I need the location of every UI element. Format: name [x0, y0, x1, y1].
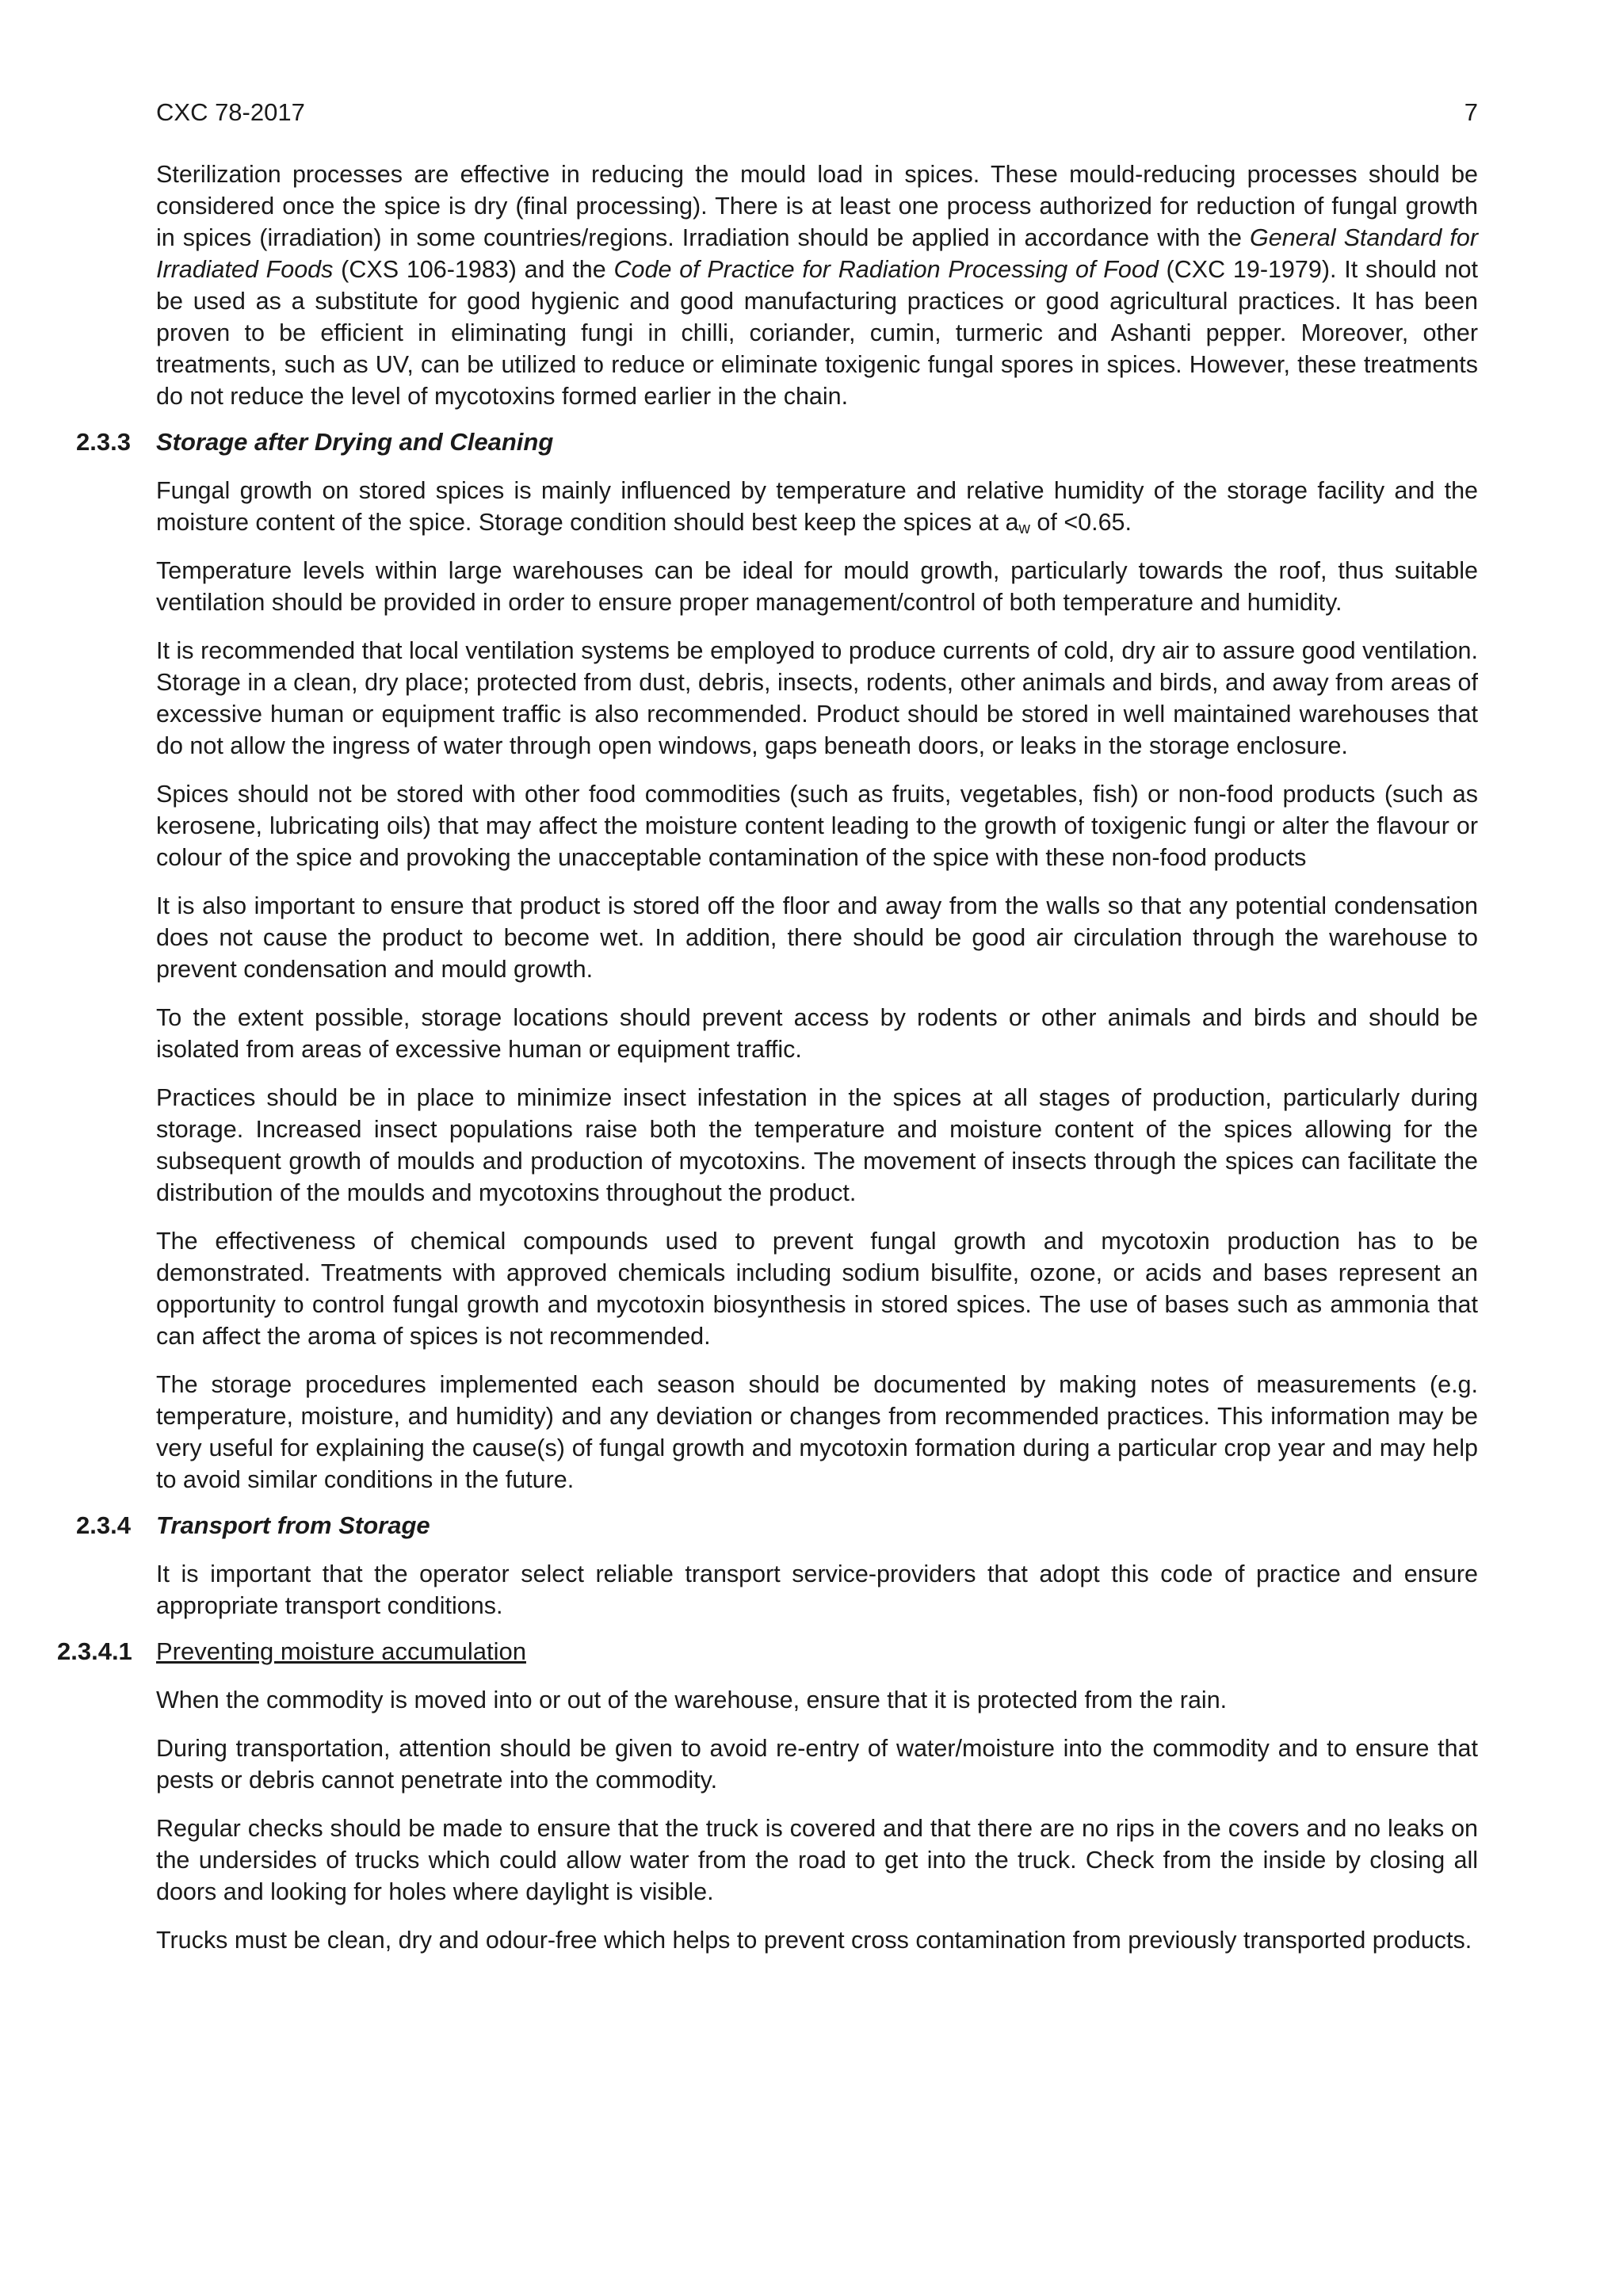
section-heading-2-3-4	[0, 1510, 1623, 1541]
moisture-paragraph-4: Trucks must be clean, dry and odour-free which helps to prevent cross contamination from previously transported products.	[156, 1927, 1472, 1954]
section-title: Storage after Drying and Cleaning	[156, 428, 554, 456]
text-run: Fungal growth on stored spices is mainly influenced by temperature and relative humidity of the storage facility and the moisture content of the spice. Storage condition should best keep the spices at a	[156, 477, 1478, 536]
page-header	[156, 98, 1478, 127]
subscript-w: w	[1018, 520, 1030, 537]
section-heading-2-3-3	[0, 426, 1623, 458]
storage-paragraph-8: The effectiveness of chemical compounds used to prevent fungal growth and mycotoxin production has to be demonstrated. Treatments with approved chemicals including sodium bisulfite, ozone, or acids and bases represent an opportunity to control fungal growth and mycotoxin biosynthesis in stored spices. The use of bases such as ammonia that can affect the aroma of spices is not recommended.	[156, 1228, 1478, 1350]
sterilization-paragraph	[156, 159, 1478, 412]
moisture-paragraph-3: Regular checks should be made to ensure that the truck is covered and that there are no rips in the covers and no leaks on the undersides of trucks which could allow water from the road to get into the truck. Check from the inside by closing all doors and looking for holes where daylight is visible.	[156, 1815, 1478, 1905]
section-title: Transport from Storage	[156, 1511, 430, 1539]
section-title: Preventing moisture accumulation	[156, 1637, 526, 1665]
storage-paragraph-2: Temperature levels within large warehouses can be ideal for mould growth, particularly towards the roof, thus suitable ventilation should be provided in order to ensure proper management/control of both temperature and humidity.	[156, 557, 1478, 616]
text-run: (CXC 19-1979). It should not be used as a substitute for good hygienic and good manufacturing practices or good agricultural practices. It has been proven to be efficient in eliminating fungi in chilli, coriander, cumin, turmeric and Ashanti pepper. Moreover, other treatments, such as UV, can be utilized to reduce or eliminate toxigenic fungal spores in spices. However, these treatments do not reduce the level of mycotoxins formed earlier in the chain.	[156, 256, 1479, 410]
storage-paragraph-9: The storage procedures implemented each season should be documented by making notes of measurements (e.g. temperature, moisture, and humidity) and any deviation or changes from recommended practices. This information may be very useful for explaining the cause(s) of fungal growth and mycotoxin formation during a particular crop year and may help to avoid similar conditions in the future.	[156, 1371, 1478, 1493]
text-run: of <0.65.	[1029, 509, 1132, 536]
text-run: (CXS 106-1983) and the	[333, 256, 614, 283]
section-number: 2.3.3	[76, 428, 131, 456]
reference-general-standard: General Standard for Irradiated Foods	[156, 224, 1478, 283]
document-code: CXC 78-2017	[156, 98, 305, 126]
reference-code-of-practice: Code of Practice for Radiation Processing of Food	[613, 256, 1159, 283]
text-run: Sterilization processes are effective in reducing the mould load in spices. These mould-reducing processes should be considered once the spice is dry (final processing). There is at least one process authorized for reduction of fungal growth in spices (irradiation) in some countries/regions. Irradiation should be applied in accordance with the	[156, 161, 1478, 251]
storage-paragraph-4: Spices should not be stored with other food commodities (such as fruits, vegetables, fish) or non-food products (such as kerosene, lubricating oils) that may affect the moisture content leading to the growth of toxigenic fungi or alter the flavour or colour of the spice and provoking the unacceptable contamination of the spice with these non-food products	[156, 781, 1478, 871]
storage-paragraph-5: It is also important to ensure that product is stored off the floor and away from the walls so that any potential condensation does not cause the product to become wet. In addition, there should be good air circulation through the warehouse to prevent condensation and mould growth.	[156, 892, 1478, 983]
moisture-paragraph-2: During transportation, attention should be given to avoid re-entry of water/moisture into the commodity and to ensure that pests or debris cannot penetrate into the commodity.	[156, 1735, 1478, 1794]
storage-paragraph-6: To the extent possible, storage locations should prevent access by rodents or other animals and birds and should be isolated from areas of excessive human or equipment traffic.	[156, 1004, 1478, 1063]
storage-paragraph-1	[156, 475, 1478, 538]
section-heading-2-3-4-1	[0, 1636, 1623, 1668]
page-number: 7	[1464, 98, 1478, 126]
page-content	[0, 159, 1623, 1973]
storage-paragraph-3: It is recommended that local ventilation systems be employed to produce currents of cold, dry air to assure good ventilation. Storage in a clean, dry place; protected from dust, debris, insects, rodents, other animals and birds, and away from areas of excessive human or equipment traffic is also recommended. Product should be stored in well maintained warehouses that do not allow the ingress of water through open windows, gaps beneath doors, or leaks in the storage enclosure.	[156, 637, 1478, 759]
transport-paragraph-1: It is important that the operator select reliable transport service-providers that adopt this code of practice and ensure appropriate transport conditions.	[156, 1561, 1478, 1619]
section-number: 2.3.4.1	[57, 1637, 132, 1665]
storage-paragraph-7: Practices should be in place to minimize insect infestation in the spices at all stages of production, particularly during storage. Increased insect populations raise both the temperature and moisture content of the spices allowing for the subsequent growth of moulds and production of mycotoxins. The movement of insects through the spices can facilitate the distribution of the moulds and mycotoxins throughout the product.	[156, 1084, 1478, 1206]
moisture-paragraph-1: When the commodity is moved into or out of the warehouse, ensure that it is protected from the rain.	[156, 1687, 1228, 1713]
section-number: 2.3.4	[76, 1511, 131, 1539]
